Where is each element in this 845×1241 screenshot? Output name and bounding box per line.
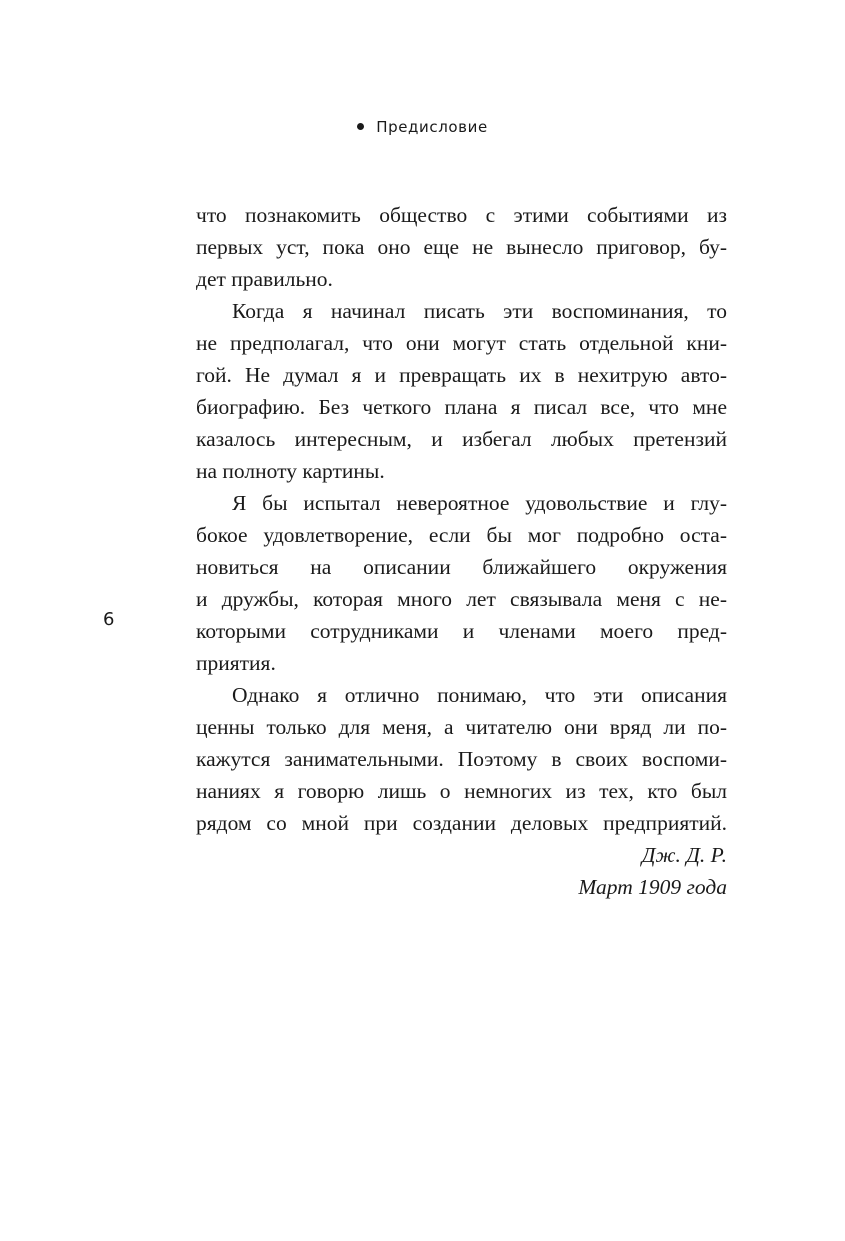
text-line: что познакомить общество с этими событиями из (196, 203, 727, 227)
text-line: которыми сотрудниками и членами моего пред- (196, 619, 727, 643)
signature-author: Дж. Д. Р. (641, 843, 727, 867)
text-line: Я бы испытал невероятное удовольствие и глу- (232, 491, 727, 515)
text-line: ценны только для меня, а читателю они вряд ли по- (196, 715, 727, 739)
bullet-icon (357, 123, 364, 130)
page-number: 6 (103, 609, 115, 630)
body-text (196, 199, 727, 903)
text-line: на полноту картины. (196, 459, 385, 483)
text-line: Когда я начинал писать эти воспоминания, то (232, 299, 727, 323)
text-line: новиться на описании ближайшего окружения (196, 555, 727, 579)
text-line: Однако я отлично понимаю, что эти описания (232, 683, 727, 707)
text-line: казалось интересным, и избегал любых претензий (196, 427, 727, 451)
signature-date: Март 1909 года (578, 875, 727, 899)
text-line: наниях я говорю лишь о немногих из тех, кто был (196, 779, 727, 803)
text-line: дет правильно. (196, 267, 333, 291)
text-line: бокое удовлетворение, если бы мог подробно оста- (196, 523, 727, 547)
text-line: рядом со мной при создании деловых предприятий. (196, 811, 727, 835)
text-line: кажутся занимательными. Поэтому в своих воспоми- (196, 747, 727, 771)
text-line: гой. Не думал я и превращать их в нехитрую авто- (196, 363, 727, 387)
text-line: и дружбы, которая много лет связывала меня с не- (196, 587, 727, 611)
text-line: не предполагал, что они могут стать отдельной кни- (196, 331, 727, 355)
text-line: биографию. Без четкого плана я писал все, что мне (196, 395, 727, 419)
running-header (0, 116, 845, 138)
section-title: Предисловие (376, 118, 488, 136)
text-line: первых уст, пока оно еще не вынесло приговор, бу- (196, 235, 727, 259)
text-line: приятия. (196, 651, 276, 675)
